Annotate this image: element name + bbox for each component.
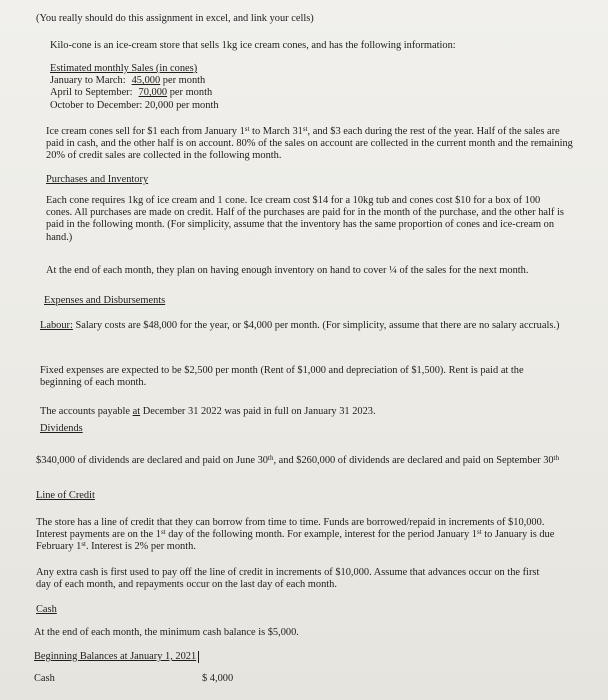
superscript: st — [244, 125, 250, 133]
dividends-part: $340,000 of dividends are declared and paid on June 30 — [36, 455, 268, 466]
minimum-cash: At the end of each month, the minimum cash balance is $5,000. — [34, 627, 299, 638]
line-of-credit-text — [36, 517, 564, 554]
sales-row-unit: per month — [176, 99, 219, 111]
cash-value: $ 4,000 — [202, 673, 234, 684]
credit-part: . Interest is 2% per month. — [85, 541, 196, 553]
expenses-heading: Expenses and Disbursements — [44, 295, 166, 306]
superscript: st — [476, 528, 482, 537]
credit-part: The store has a line of credit that they can borrow from time to time. Funds are borrowed/repaid in increments of $10,000. Interest payments are on the 1 — [36, 517, 545, 541]
purchases-text: Each cone requires 1kg of ice cream and 1 cone. Ice cream cost $14 for a 10kg tub and cones cost $10 for a box of 100 cones. All purchases are made on credit. Half of the purchases are paid for in the month of the purchase, and the other half is paid in the following month. (For simplicity, assume that the inventory has the same proportion of cones and ice-cream on hand.) — [46, 195, 564, 243]
superscript: st — [81, 540, 86, 549]
sales-row-label: April to September: — [50, 87, 133, 99]
cash-heading: Cash — [36, 604, 57, 615]
price-and-collection — [46, 126, 574, 163]
cash-label: Cash — [34, 673, 55, 684]
accounts-payable — [40, 406, 568, 418]
sales-row-unit: per month — [162, 75, 206, 87]
sales-row-label: October to December: 20,000 — [50, 99, 174, 111]
company-description: Kilo-cone is an ice-cream store that sells 1kg ice cream cones, and has the following information: — [50, 40, 456, 51]
ap-text: The accounts payable — [40, 406, 133, 417]
sales-row-value: 70,000 — [138, 87, 168, 99]
price-text: to March 31 — [249, 126, 303, 137]
credit-part: day of the following month. For example, interest for the period January 1 — [165, 529, 477, 541]
labour-text — [40, 320, 568, 332]
sales-row-apr-sep — [50, 87, 350, 99]
fixed-expenses: Fixed expenses are expected to be $2,500 per month (Rent of $1,000 and depreciation of $1,500). Rent is paid at the beginning of each month. — [40, 365, 524, 389]
extra-cash-policy: Any extra cash is first used to pay off the line of credit in increments of $10,000. Assume that advances occur on the first day of each month, and repayments occur on the last day of each month. — [36, 567, 540, 591]
beginning-balances-heading: Beginning Balances at January 1, 2021 — [34, 651, 199, 663]
sales-row-oct-dec — [50, 100, 350, 112]
sales-row-label: January to March: — [50, 75, 126, 87]
superscript: st — [160, 528, 166, 537]
sales-estimates — [50, 63, 350, 112]
labour-description: Salary costs are $48,000 for the year, or $4,000 per month. (For simplicity, assume that there are no salary accruals.) — [72, 320, 560, 331]
intro-note: (You really should do this assignment in excel, and link your cells) — [36, 13, 314, 24]
ap-text: December 31 2022 was paid in full on January 31 2023. — [140, 406, 376, 417]
sales-row-value: 45,000 — [131, 75, 161, 87]
superscript: th — [553, 454, 560, 462]
sales-row-jan-mar — [50, 75, 350, 87]
labour-label: Labour: — [40, 320, 73, 331]
price-text: , and $3 each during the rest of the year. Half of the sales are paid in cash, and the other half is on account. 80% of the sales on account are collected in the current month and the remaining 20% of credit sales are collected in the following month. — [46, 126, 573, 162]
price-text: Ice cream cones sell for $1 each from January 1 — [46, 126, 245, 137]
ap-text: at — [132, 406, 141, 417]
sales-heading: Estimated monthly Sales (in cones) — [50, 63, 198, 74]
purchases-heading: Purchases and Inventory — [46, 174, 149, 185]
sales-row-unit: per month — [169, 87, 213, 99]
inventory-policy: At the end of each month, they plan on having enough inventory on hand to cover ¼ of the sales for the next month. — [46, 265, 529, 276]
dividends-part: , and $260,000 of dividends are declared and paid on September 30 — [273, 455, 554, 466]
line-of-credit-heading: Line of Credit — [36, 490, 95, 501]
credit-part: to January is due February 1 — [36, 529, 555, 553]
dividends-heading: Dividends — [40, 423, 83, 434]
superscript: th — [268, 454, 274, 462]
beginning-cash-row — [34, 673, 334, 685]
dividends-text — [36, 455, 568, 467]
superscript: st — [302, 125, 308, 133]
